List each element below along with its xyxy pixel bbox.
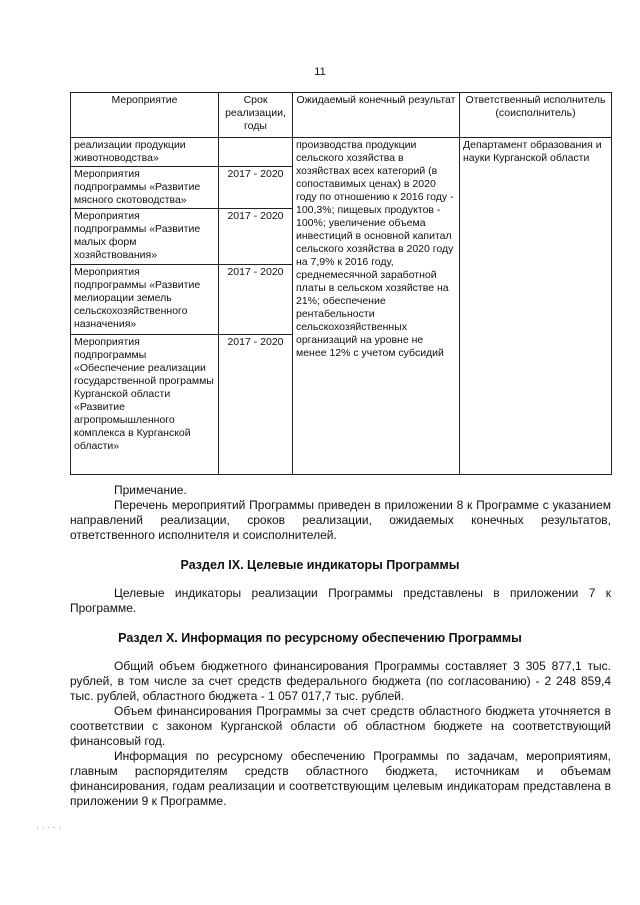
note-block: [70, 483, 611, 543]
event-cell: Мероприятия подпрограммы «Развитие мясного скотоводства»: [71, 167, 219, 209]
note-label: Примечание.: [114, 483, 187, 497]
section-10-paragraph: Общий объем бюджетного финансирования Программы составляет 3 305 877,1 тыс. рублей, в том числе за счет средств федерального бюджета (по согласованию) - 2 248 859,4 тыс. рублей, областного бюджета - 1 057 017,7 тыс. рублей.: [70, 659, 611, 703]
section-10-title: Раздел X. Информация по ресурсному обеспечению Программы: [118, 631, 522, 645]
section-10-paragraph: Информация по ресурсному обеспечению Программы по задачам, мероприятиям, главным распорядителям средств областного бюджета, источникам и объемам финансирования, годам реализации и соответствующим целевым индикаторам представлена в приложении 9 к Программе.: [70, 749, 611, 808]
result-cell: производства продукции сельского хозяйства в хозяйствах всех категорий (в сопоставимых ценах) в 2020 году по отношению к 2016 году - 100,3%; пищевых продуктов - 100%; увеличение объема инвестиций в основной капитал сельского хозяйства в 2020 году на 7,9% к 2016 году, среднемесячной заработной платы в сельском хозяйстве на 21%; обеспечение рентабельности сельскохозяйственных организаций на уровне не менее 12% с учетом субсидий: [293, 138, 460, 475]
table-row: [71, 138, 612, 167]
term-cell: 2017 - 2020: [219, 167, 293, 209]
event-cell: Мероприятия подпрограммы «Развитие мелиорации земель сельскохозяйственного назначения»: [71, 265, 219, 335]
executor-cell: Департамент образования и науки Курганской области: [460, 138, 612, 475]
event-cell: реализации продукции животноводства»: [71, 138, 219, 167]
header-executor: Ответственный исполнитель (соисполнитель): [460, 93, 612, 138]
event-cell: Мероприятия подпрограммы «Обеспечение реализации государственной программы Курганской области «Развитие агропромышленного комплекса в Курганской области»: [71, 335, 219, 475]
header-event: Мероприятие: [71, 93, 219, 138]
page-number: 11: [314, 66, 326, 78]
term-cell: [219, 138, 293, 167]
section-10-body: [70, 659, 611, 809]
table-header-row: [71, 93, 612, 138]
section-10-paragraph: Объем финансирования Программы за счет средств областного бюджета уточняется в соответствии с законом Курганской области об областном бюджете на соответствующий финансовый год.: [70, 704, 611, 748]
term-cell: 2017 - 2020: [219, 265, 293, 335]
term-cell: 2017 - 2020: [219, 335, 293, 475]
scan-speck: · · · · ·: [36, 822, 61, 832]
note-text: Перечень мероприятий Программы приведен в приложении 8 к Программе с указанием направлений реализации, сроков реализации, ожидаемых конечных результатов, ответственного исполнителя и соисполнителей.: [70, 498, 611, 542]
header-result: Ожидаемый конечный результат: [293, 93, 460, 138]
event-cell: Мероприятия подпрограммы «Развитие малых форм хозяйствования»: [71, 209, 219, 265]
section-9-text: Целевые индикаторы реализации Программы представлены в приложении 7 к Программе.: [70, 586, 611, 615]
events-table: [70, 92, 612, 475]
term-cell: 2017 - 2020: [219, 209, 293, 265]
section-9-title: Раздел IX. Целевые индикаторы Программы: [180, 558, 460, 572]
header-term: Срок реализации, годы: [219, 93, 293, 138]
section-9-body: [70, 586, 611, 616]
